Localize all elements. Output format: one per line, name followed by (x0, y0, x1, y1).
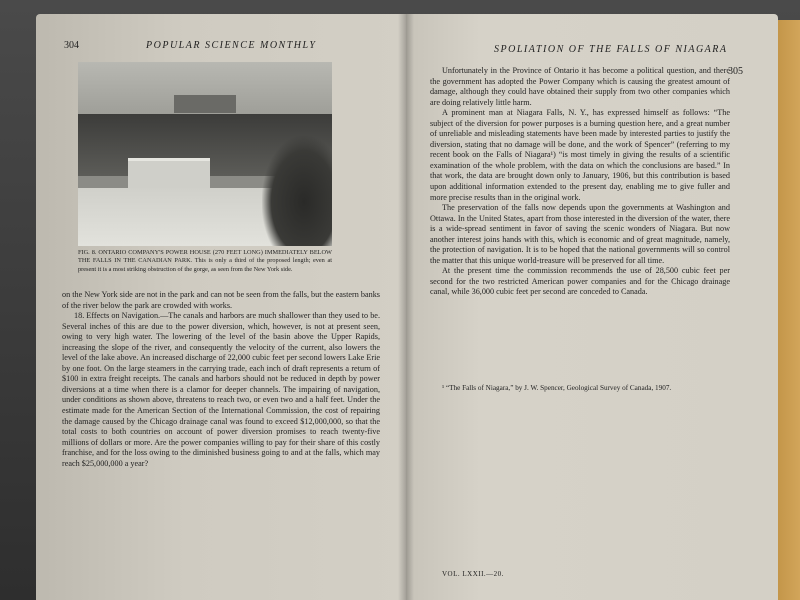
signature-mark: VOL. LXXII.—20. (442, 570, 504, 578)
book-gutter (398, 14, 414, 600)
power-house-photo (78, 62, 332, 246)
left-body-text (62, 290, 380, 469)
right-paragraph-1: Unfortunately in the Province of Ontario it has become a political question, and there the government has adopted the Power Company which is causing the greatest amount of damage, although they could have obtained their supply from two other companies which are doing relatively little harm. (430, 66, 730, 107)
right-page (406, 14, 778, 600)
footnote: ¹ “The Falls of Niagara,” by J. W. Spencer, Geological Survey of Canada, 1907. (442, 384, 672, 392)
right-paragraph-3: The preservation of the falls now depends upon the governments at Washington and Ottawa. In the United States, apart from those interested in the diversion of the water, there is a wide-spread sentiment in favor of saving the scenic wonders of Niagara. But now another interest joins hands with this, which is economic and of great magnitude, namely, the protection of navigation. It is to be hoped that the national governments will so control the matter that this unique world-treasure will be preserved for all time. (430, 203, 730, 265)
left-running-head: POPULAR SCIENCE MONTHLY (146, 40, 317, 51)
right-running-head: SPOLIATION OF THE FALLS OF NIAGARA (494, 44, 728, 55)
right-body-text (430, 66, 730, 298)
right-paragraph-2: A prominent man at Niagara Falls, N. Y., has expressed himself as follows: “The subject of the diversion for power purposes is a burning question here, and a great number of unreliable and misleading statements have been made by interested parties to justify the diversion, stating that no damage will be done, and the work of Spencer” (referring to my recent book on the Falls of Niagara¹) “is most timely in giving the results of a scientific examination of the whole problem, with the data on which the conclusions are based.” In that work, the data are brought down only to January, 1906, but this contribution is based upon additional information extended to the present day, enabling me to give fuller and more precise results than in the original work. (430, 108, 730, 202)
left-page-number: 304 (64, 40, 79, 51)
left-paragraph-2: 18. Effects on Navigation.—The canals and harbors are much shallower than they used to be. Several inches of this are due to the power diversion, which, however, is not at present seen, owing to very high water. The lowering of the level of the basin above the Upper Rapids, increasing the slope of the river, and consequently the velocity of the current, also lowers the level of the lake above. An increased discharge of 22,000 cubic feet per second lowers Lake Erie by one foot. On the large steamers in the carrying trade, each inch of draft represents a return of $100 in extra freight receipts. The canals and harbors should not be reduced in depth by power diversions at a time when there is a clamor for deeper channels. The impairing of navigation, under conditions as shown above, threatens to reach two, or even two and a half feet. Under the estimate made for the American Section of the International Commission, the cost of repairing the damage caused by the Chicago drainage canal was found to exceed $12,000,000, so that the total costs to both countries on account of power diversion promises to reach twenty-five millions of dollars or more. Are the power companies willing to pay for their share of this costly franchise, and for the loss owing to the diminished business going to and at the falls, which may reach $25,000,000 a year? (62, 311, 380, 468)
left-paragraph-1: on the New York side are not in the park and can not be seen from the falls, but the eastern banks of the river below the park are crowded with works. (62, 290, 380, 310)
figure-caption: FIG. 8. ONTARIO COMPANY'S POWER HOUSE (270 FEET LONG) IMMEDIATELY BELOW THE FALLS IN THE CANADIAN PARK. This is only a third of the proposed length; even at present it is a most striking obstruction of the gorge, as seen from the New York side. (78, 249, 332, 273)
right-page-number: 305 (728, 66, 743, 77)
right-paragraph-4: At the present time the commission recommends the use of 28,500 cubic feet per second for the two restricted American power companies and for the Chicago drainage canal, while 36,000 cubic feet per second are conceded to Canada. (430, 266, 730, 297)
left-page (36, 14, 406, 600)
